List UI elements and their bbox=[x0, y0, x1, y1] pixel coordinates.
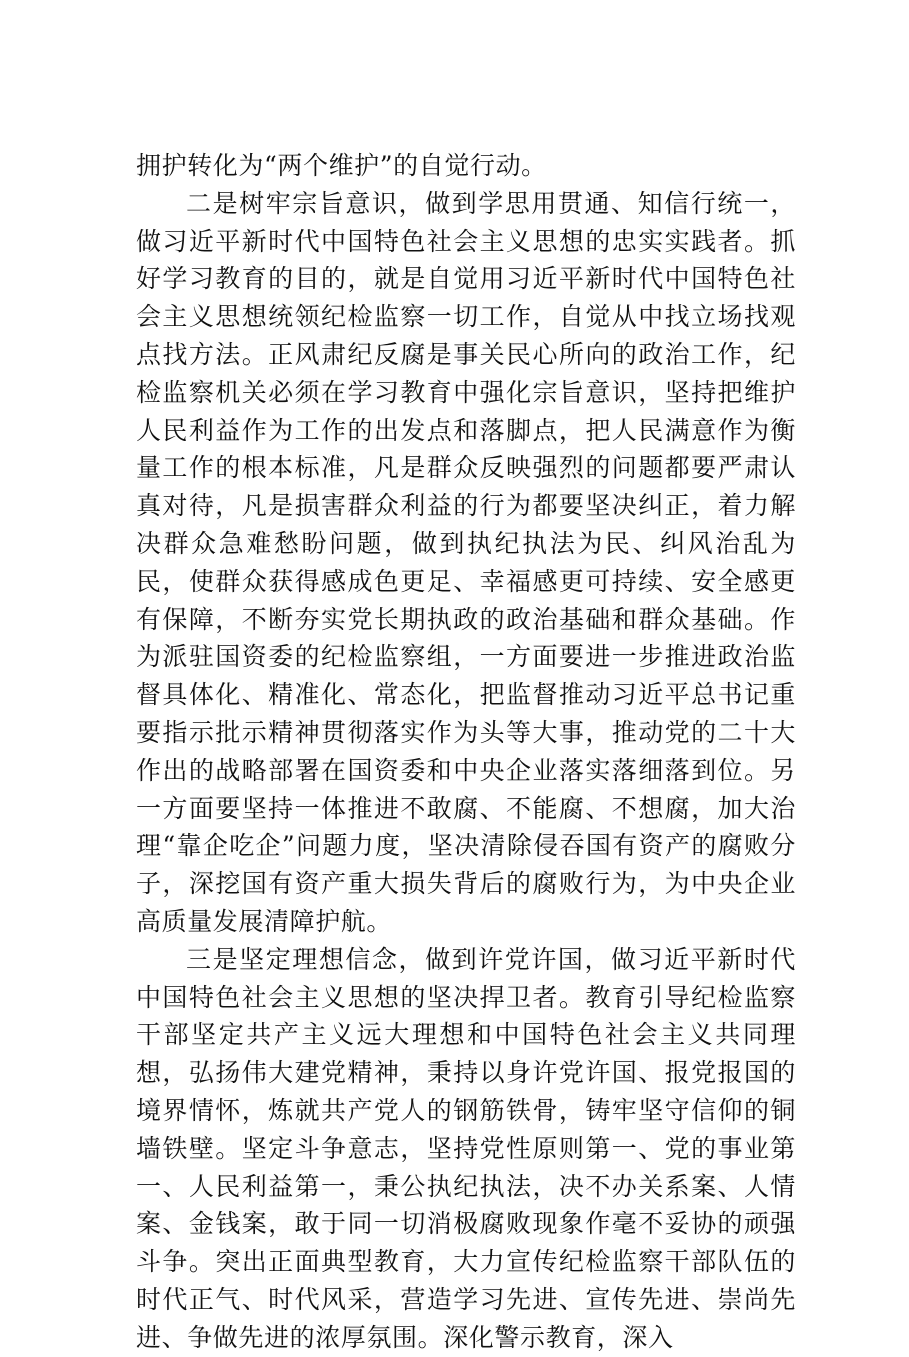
document-body bbox=[136, 147, 796, 1357]
paragraph-continuation: 拥护转化为“两个维护”的自觉行动。 bbox=[136, 151, 547, 180]
paragraph-point-two: 二是树牢宗旨意识，做到学思用贯通、知信行统一，做习近平新时代中国特色社会主义思想的忠实实践者。抓好学习教育的目的，就是自觉用习近平新时代中国特色社会主义思想统领纪检监察一切工作，自觉从中找立场找观点找方法。正风肃纪反腐是事关民心所向的政治工作，纪检监察机关必须在学习教育中强化宗旨意识，坚持把维护人民利益作为工作的出发点和落脚点，把人民满意作为衡量工作的根本标准，凡是群众反映强烈的问题都要严肃认真对待，凡是损害群众利益的行为都要坚决纠正，着力解决群众急难愁盼问题，做到执纪执法为民、纠风治乱为民，使群众获得感成色更足、幸福感更可持续、安全感更有保障，不断夯实党长期执政的政治基础和群众基础。作为派驻国资委的纪检监察组，一方面要进一步推进政治监督具体化、精准化、常态化，把监督推动习近平总书记重要指示批示精神贯彻落实作为头等大事，推动党的二十大作出的战略部署在国资委和中央企业落实落细落到位。另一方面要坚持一体推进不敢腐、不能腐、不想腐，加大治理“靠企吃企”问题力度，坚决清除侵吞国有资产的腐败分子，深挖国有资产重大损失背后的腐败行为，为中央企业高质量发展清障护航。 bbox=[136, 188, 796, 936]
paragraph-point-three: 三是坚定理想信念，做到许党许国，做习近平新时代中国特色社会主义思想的坚决捍卫者。教育引导纪检监察干部坚定共产主义远大理想和中国特色社会主义共同理想，弘扬伟大建党精神，秉持以身许党许国、报党报国的境界情怀，炼就共产党人的钢筋铁骨，铸牢坚守信仰的铜墙铁壁。坚定斗争意志，坚持党性原则第一、党的事业第一、人民利益第一，秉公执纪执法，决不办关系案、人情案、金钱案，敢于同一切消极腐败现象作毫不妥协的顽强斗争。突出正面典型教育，大力宣传纪检监察干部队伍的时代正气、时代风采，营造学习先进、宣传先进、崇尚先进、争做先进的浓厚氛围。深化警示教育，深入 bbox=[136, 944, 796, 1352]
